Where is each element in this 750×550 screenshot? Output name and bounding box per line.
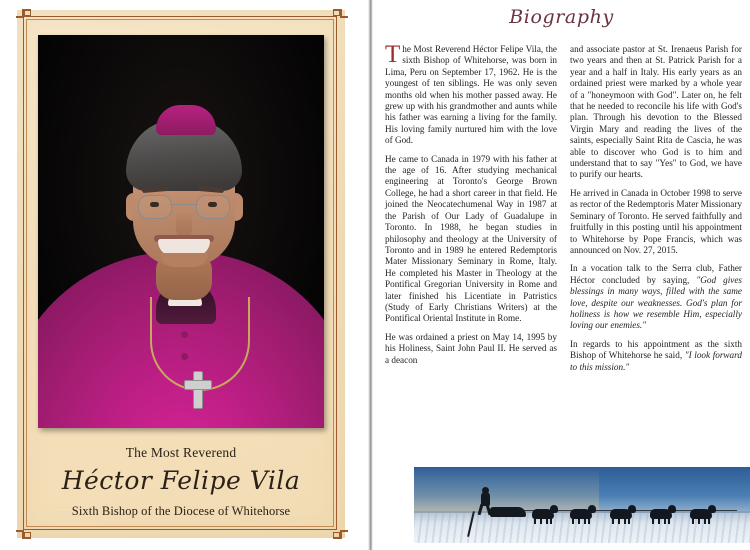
paragraph: and associate pastor at St. Irenaeus Parish for two years and then at St. Patrick Parish for a year and a half in Italy. His early years as an ordained priest were marked by a whole year of a "honeymoon with God". Later on, he felt that he needed to reconcile his life with God's plan. Through his devotion to the Blessed Virgin Mary and reading the lives of the saints, especially Saint Rita de Cascia, he was able to discover who God is to him and understand that to say "Yes" to God, we have to purify our hearts. xyxy=(570,44,742,180)
right-page xyxy=(373,0,750,550)
portrait-cassock-button xyxy=(181,331,188,338)
photo-sled-dog xyxy=(650,509,672,519)
photo-musher xyxy=(478,492,493,515)
paragraph-quote xyxy=(570,263,742,331)
caption-title: Sixth Bishop of the Diocese of Whitehorse xyxy=(71,504,291,518)
paragraph: He was ordained a priest on May 14, 1995 by his Holiness, Saint John Paul II. He served as a deacon xyxy=(385,331,557,365)
closing-intro: In regards to his appointment as the sixth Bishop of Whitehorse he said, xyxy=(570,338,742,361)
portrait-chin xyxy=(160,253,208,267)
corner-ornament-icon xyxy=(16,9,34,27)
photo-sled-dog xyxy=(532,509,554,519)
pectoral-cross-icon xyxy=(184,371,210,407)
photo-sled-dog xyxy=(610,509,632,519)
portrait-cassock-button xyxy=(181,353,188,360)
closing-quote: "I look forward to this mission." xyxy=(570,350,742,372)
photo-sled-dog xyxy=(690,509,712,519)
corner-ornament-icon xyxy=(330,521,348,539)
paragraph: He came to Canada in 1979 with his father at the age of 16. After studying mechanical engineering at Toronto's George Brown College, he had a short career in that field. He joined the Neocatechumenal Way in 1987 at the Parish of Our Lady of Guadalupe in Toronto. In 1988, he began studies in philosophy and theology at the University of Toronto and in 1989 he entered Redemptoris Mater Missionary Seminary in Rome, Italy. He completed his Master in Theology at the Pontifical Gregorian University in Rome and later finished his Licentiate in Patristics (Study of Early Christians Writers) at the Pontifical Oriental Institute in Rome. xyxy=(385,153,557,324)
portrait-nose xyxy=(176,211,192,237)
biography-column-left xyxy=(385,41,557,459)
photo-sled xyxy=(490,507,526,517)
caption-honorific: The Most Reverend xyxy=(125,445,237,460)
paragraph: He arrived in Canada in October 1998 to serve as rector of the Redemptoris Mater Missionary Seminary of Toronto. He served faithfully and fruitfully in this posting until his appointment to Whitehorse by Pope Francis, which was announced on Nov. 27, 2015. xyxy=(570,187,742,255)
portrait-eyeglass-bridge xyxy=(170,204,196,205)
quote-intro: In a vocation talk to the Serra club, Father Héctor concluded by saying, xyxy=(570,263,742,285)
page-title: Biography xyxy=(509,6,614,28)
corner-ornament-icon xyxy=(16,521,34,539)
corner-ornament-icon xyxy=(330,9,348,27)
photo-sled-dog xyxy=(570,509,592,519)
portrait-eyeglasses xyxy=(138,195,172,219)
dog-sled-photo xyxy=(414,467,750,543)
caption-name: Héctor Felipe Vila xyxy=(61,466,301,495)
bishop-portrait-photo xyxy=(38,35,324,428)
portrait-eyeglasses xyxy=(196,195,230,219)
portrait-zucchetto xyxy=(156,105,216,135)
left-page xyxy=(0,0,370,550)
paragraph: The Most Reverend Héctor Felipe Vila, the sixth Bishop of Whitehorse, was born in Lima, Peru on September 17, 1962. He is the youngest of ten siblings. He was only seven months old when his mother passed away. He grew up with his grandmother and aunts while his father was earning a living for the family. His loving family nurtured him with the love of God. xyxy=(385,41,557,146)
biography-columns xyxy=(385,41,743,459)
paragraph-closing xyxy=(570,339,742,373)
biography-column-right xyxy=(570,44,742,459)
quote-text: "God gives blessings in many ways, filled with the same love, despite our weaknesses. God's plan for holiness is how we resemble Him, especially loving our enemies." xyxy=(570,274,743,331)
